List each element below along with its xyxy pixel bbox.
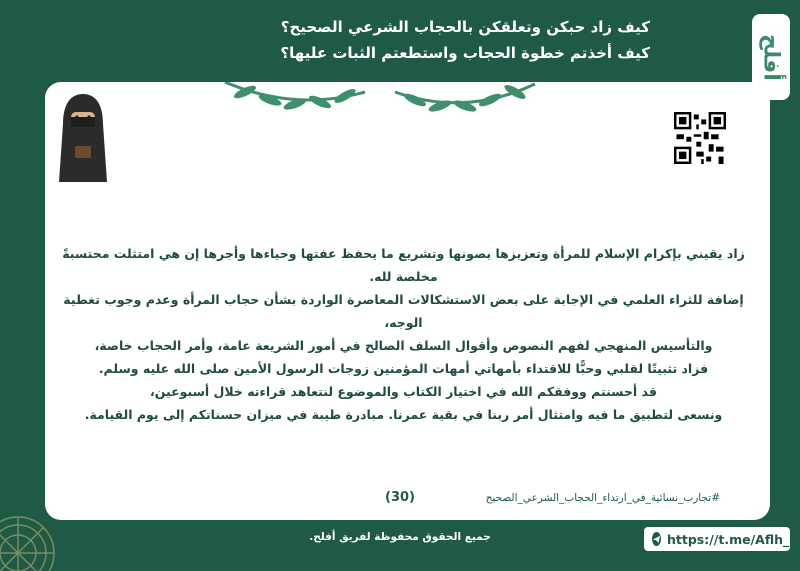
testimonial-line: والتأسيس المنهجي لفهم النصوص وأقوال السلف الصالح في أمور الشريعة عامة، وأمر الحجاب خاصة، (94, 338, 713, 353)
logo-text: أفلح (758, 33, 784, 81)
testimonial-line: قد أحسنتم ووفقكم الله في اختيار الكتاب والموضوع لنتعاهد قراءته خلال أسبوعين، (150, 384, 657, 399)
hashtag: #تجارب_نسائية_في_ارتداء_الحجاب_الشرعي_الصحيح (485, 492, 720, 504)
telegram-link[interactable] (644, 527, 798, 551)
olive-leaves-decoration (215, 82, 545, 132)
copyright-notice: جميع الحقوق محفوظة لفريق أفلح. (309, 531, 491, 543)
page-number: (30) (385, 490, 415, 505)
testimonial-line: إضافة للثراء العلمي في الإجابة على بعض الاستشكالات المعاصرة الواردة بشأن حجاب المرأة وعدم وجوب تغطية الوجه، (63, 292, 744, 330)
veiled-woman-illustration (55, 90, 111, 185)
testimonial-text (55, 242, 752, 426)
header-line-2: كيف أخذتم خطوة الحجاب واستطعتم الثبات عليها؟ (280, 44, 650, 62)
telegram-icon (652, 532, 661, 546)
testimonial-line: ونسعى لتطبيق ما فيه وامتثال أمر ربنا في بقية عمرنا. مبادرة طيبة في ميزان حسناتكم إلى يوم القيامة. (84, 407, 723, 422)
header-questions (130, 14, 650, 66)
qr-code-icon (674, 112, 726, 164)
telegram-link-text: https://t.me/Aflh_1 (667, 531, 798, 547)
header-line-1: كيف زاد حبكن وتعلقكن بالحجاب الشرعي الصحيح؟ (280, 18, 650, 36)
content-card (45, 82, 770, 520)
testimonial-line: زاد يقيني بإكرام الإسلام للمرأة وتعزيزها بصونها وتشريع ما يحفظ عفتها وحياءها وأجرها إن هي امتثلت محتسبةً مخلصة لله. (62, 246, 745, 284)
testimonial-line: فزاد تثبيتًا لقلبي وحبًّا للاقتداء بأمهاتي أمهات المؤمنين زوجات الرسول الأمين صلى الله عليه وسلم. (98, 361, 709, 376)
